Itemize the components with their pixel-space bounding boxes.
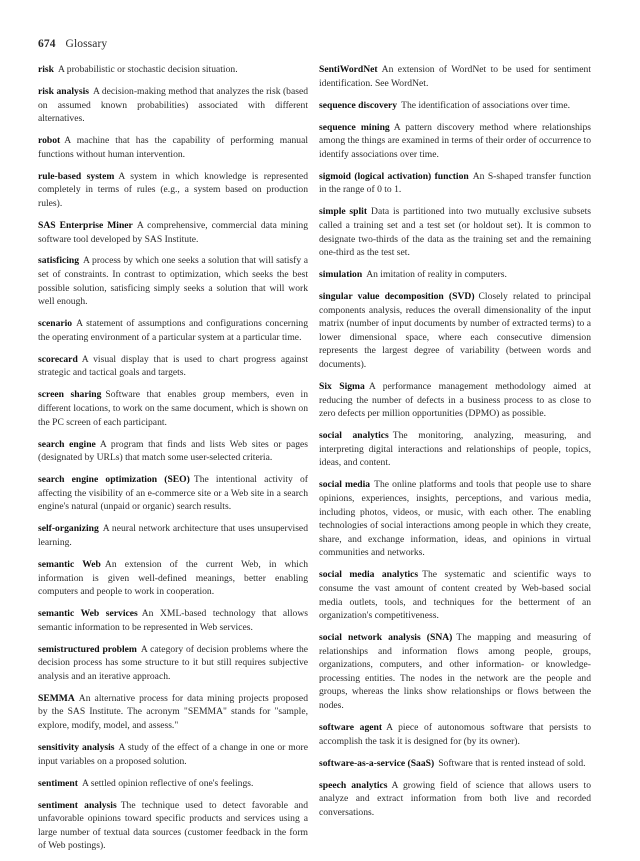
glossary-term: sentiment analysis [38, 799, 117, 811]
glossary-term: screen sharing [38, 389, 102, 401]
glossary-term: Six Sigma [319, 381, 365, 393]
glossary-definition: The identification of associations over time. [401, 99, 570, 111]
glossary-definition: A performance management methodology aimed at reducing the number of defects in a business process to as close to zero defects per million opportunities (DPMO) as possible. [319, 381, 591, 420]
glossary-term: search engine [38, 438, 96, 450]
glossary-entry [319, 121, 591, 162]
glossary-definition: The technique used to detect favorable and unfavorable opinions toward specific products and services using a large number of textual data sources (customer feedback in the form of Web postings). [38, 799, 309, 852]
glossary-entry [319, 205, 591, 259]
glossary-entry [38, 85, 308, 126]
glossary-definition: A statement of assumptions and configurations concerning the operating environment of a particular system at a particular time. [38, 318, 308, 343]
glossary-term: semantic Web [38, 558, 101, 570]
glossary-entry [319, 170, 591, 197]
glossary-term: simulation [319, 269, 363, 281]
glossary-entry [319, 63, 591, 90]
glossary-definition: A pattern discovery method where relationships among the things are examined in terms of their order of occurrence to identify associations over time. [319, 121, 591, 160]
glossary-entry [319, 568, 591, 622]
glossary-definition: Software that enables group members, even in different locations, to work on the same document, which is shown on the PC screen of each participant. [38, 389, 308, 428]
glossary-term: semantic Web services [38, 608, 138, 620]
glossary-entry [38, 438, 308, 465]
glossary-definition: Software that is rented instead of sold. [438, 757, 586, 769]
glossary-entry [38, 473, 308, 514]
glossary-definition: An alternative process for data mining projects proposed by the SAS Institute. The acronym "SEMMA" stands for "sample, explore, modify, model, and assess." [38, 692, 308, 732]
glossary-definition: The online platforms and tools that people use to share opinions, experiences, insights, perceptions, and various media, including photos, videos, or music, with each other. The enabling technologies of social interactions among people in which they create, share, and exchange information, ideas, and opinions in virtual communities and networks. [319, 479, 591, 559]
glossary-definition: Closely related to principal components analysis, reduces the overall dimensionality of the input matrix (number of input documents by number of extracted terms) to a lower dimensional space, where each consecutive dimension represents the largest degree of variability (between words and documents). [319, 291, 591, 371]
glossary-term: SAS Enterprise Miner [38, 219, 133, 231]
glossary-definition: An extension of the current Web, in which information is given well-defined meanings, better enabling computers and people to work in cooperation. [38, 558, 308, 598]
right-column [319, 63, 591, 828]
glossary-entry [38, 219, 308, 246]
glossary-definition: An extension of WordNet to be used for sentiment identification. See WordNet. [319, 64, 591, 89]
glossary-entry [38, 170, 308, 211]
glossary-term: risk [38, 64, 54, 75]
glossary-entry [319, 429, 591, 470]
glossary-term: speech analytics [319, 779, 388, 791]
glossary-definition: A category of decision problems where the decision process has some structure to it but still requires subjective analysis and an iterative approach. [38, 643, 308, 682]
glossary-entry [319, 290, 591, 372]
glossary-term: simple split [319, 206, 368, 218]
glossary-term: scorecard [38, 353, 78, 365]
glossary-definition: The monitoring, analyzing, measuring, and interpreting digital interactions and relationships of people, topics, ideas, and content. [319, 430, 592, 469]
glossary-definition: The mapping and measuring of relationships and information flows among people, groups, organizations, computers, and other information- or knowledge-processing entities. The nodes in the network are the people and groups, whereas the links show relationships or flows between the nodes. [319, 632, 591, 712]
glossary-term: scenario [38, 318, 73, 330]
glossary-definition: A visual display that is used to chart progress against strategic and tactical goals and targets. [38, 353, 308, 379]
glossary-definition: An imitation of reality in computers. [366, 269, 507, 281]
glossary-entry [38, 607, 308, 634]
glossary-definition: The intentional activity of affecting the visibility of an e-commerce site or a Web site in a search engine's natural (unpaid or organic) search results. [38, 474, 308, 513]
glossary-definition: The systematic and scientific ways to consume the vast amount of content created by Web-based social media outlets, tools, and techniques for the betterment of an organization's competitiveness. [319, 569, 591, 622]
glossary-term: social media analytics [319, 569, 419, 581]
glossary-entry [319, 99, 591, 113]
glossary-entry [319, 779, 591, 820]
glossary-entry [38, 353, 308, 380]
glossary-entry [319, 757, 591, 771]
glossary-definition: A comprehensive, commercial data mining software tool developed by SAS Institute. [38, 219, 308, 245]
glossary-term: risk analysis [38, 85, 89, 97]
glossary-term: sentiment [38, 777, 78, 789]
glossary-definition: A settled opinion reflective of one's feelings. [81, 777, 254, 789]
glossary-entry [38, 692, 308, 733]
glossary-entry [38, 63, 308, 77]
glossary-entry [38, 777, 308, 791]
glossary-term: search engine optimization (SEO) [38, 474, 190, 486]
glossary-term: social network analysis (SNA) [319, 632, 453, 644]
glossary-definition: An S-shaped transfer function in the range of 0 to 1. [319, 170, 591, 196]
glossary-definition: A decision-making method that analyzes the risk (based on assumed known probabilities) associated with different alternatives. [38, 85, 309, 125]
glossary-term: social analytics [319, 430, 389, 442]
glossary-entry [38, 741, 308, 768]
left-column [38, 63, 308, 861]
page-number: 674 [38, 38, 56, 50]
glossary-entry [319, 721, 591, 748]
glossary-definition: Data is partitioned into two mutually exclusive subsets called a training set and a test set (or holdout set). It is common to designate two-thirds of the data as the training set and the remaining one-third as the test set. [319, 206, 591, 259]
glossary-entry [38, 558, 308, 599]
glossary-entry [38, 643, 308, 684]
glossary-term: self-organizing [38, 523, 99, 535]
glossary-entry [38, 388, 308, 429]
glossary-term: software agent [319, 722, 383, 734]
glossary-entry [38, 522, 308, 549]
glossary-definition: A system in which knowledge is represented completely in terms of rules (e.g., a system based on production rules). [38, 170, 308, 209]
glossary-term: satisficing [38, 255, 80, 267]
section-title: Glossary [65, 38, 108, 50]
glossary-definition: A machine that has the capability of performing manual functions without human intervention. [38, 135, 308, 160]
glossary-term: sequence discovery [319, 99, 398, 111]
glossary-definition: A piece of autonomous software that persists to accomplish the task it is designed for (by its owner). [319, 722, 591, 747]
glossary-entry [319, 380, 591, 421]
glossary-definition: A probabilistic or stochastic decision situation. [58, 64, 238, 75]
glossary-entry [38, 254, 308, 308]
glossary-term: social media [319, 479, 371, 491]
running-header [38, 38, 107, 50]
glossary-term: semistructured problem [38, 643, 137, 655]
glossary-definition: A program that finds and lists Web sites or pages (designated by URLs) that match some user-selected criteria. [38, 438, 309, 464]
glossary-term: sigmoid (logical activation) function [319, 170, 469, 182]
glossary-definition: A process by which one seeks a solution that will satisfy a set of constraints. In contrast to optimization, which seeks the best possible solution, satisficing simply seeks a solution that will work well enough. [38, 255, 308, 308]
glossary-definition: A growing field of science that allows users to analyze and extract information from both live and recorded conversations. [319, 779, 591, 818]
glossary-definition: A study of the effect of a change in one or more input variables on a proposed solution. [38, 742, 309, 767]
glossary-entry [38, 799, 308, 853]
glossary-entry [38, 134, 308, 161]
glossary-term: sensitivity analysis [38, 742, 115, 753]
glossary-term: rule-based system [38, 170, 115, 182]
glossary-term: software-as-a-service (SaaS) [319, 757, 435, 769]
glossary-entry [319, 478, 591, 560]
glossary-definition: A neural network architecture that uses unsupervised learning. [38, 523, 308, 548]
glossary-entry [319, 631, 591, 713]
glossary-entry [38, 317, 308, 344]
glossary-term: robot [38, 135, 61, 147]
glossary-term: SentiWordNet [319, 64, 378, 75]
glossary-definition: An XML-based technology that allows semantic information to be represented in Web services. [38, 608, 308, 633]
glossary-term: SEMMA [38, 692, 75, 704]
glossary-term: singular value decomposition (SVD) [319, 291, 475, 303]
glossary-entry [319, 268, 591, 282]
glossary-term: sequence mining [319, 121, 390, 133]
